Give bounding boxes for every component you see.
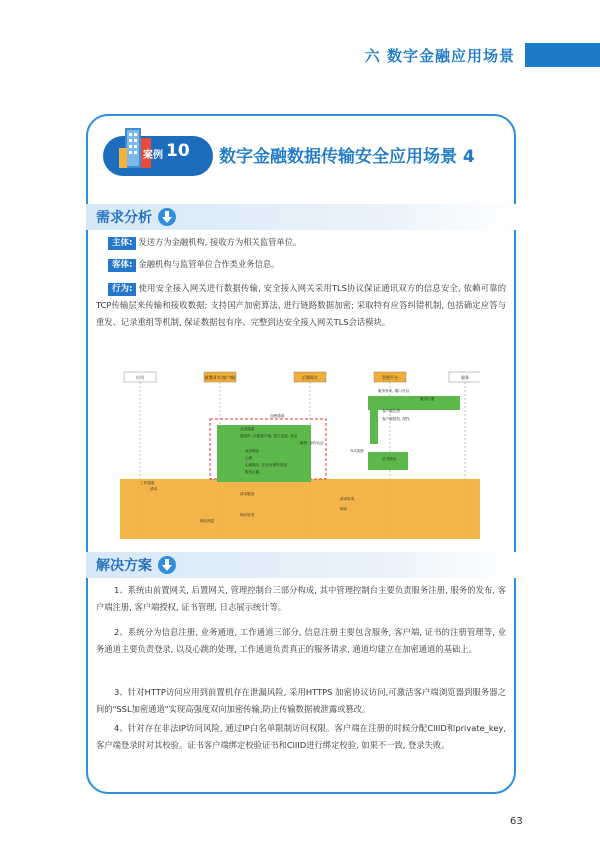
message-label: 服务注册 <box>420 397 435 401</box>
solution-paragraph-3: 3、针对HTTP访问应用到前置机存在泄漏风险, 采用HTTPS 加密协议访问,可激活客户端浏览器到服务器之间的"SSL加密通道"实现高强度双向加密传输,防止传输数据被泄露或篡改。 <box>96 687 506 714</box>
message-label: 请求 <box>150 487 158 491</box>
message-label: 工作通道 <box>140 481 155 485</box>
message-label: 响应转发 <box>240 513 255 517</box>
message-label: 登录响应 <box>245 449 260 453</box>
arrow-down-icon <box>158 208 176 226</box>
chapter-title: 六 数字金融应用场景 <box>364 46 515 65</box>
message-label: 响应 <box>340 507 348 511</box>
action-tag: 行为: <box>108 283 136 296</box>
client-register-bar <box>370 404 378 444</box>
needs-action <box>96 280 506 331</box>
chapter-bar <box>525 43 600 67</box>
message-label: 请求服务 <box>240 492 255 496</box>
participant-label: 前置网关(客户端) <box>204 375 236 380</box>
message-label: 请求转发 <box>340 497 355 501</box>
message-label: 客户端授权, 授权 <box>382 417 410 421</box>
case-header <box>103 128 501 186</box>
message-label: 心跳响应, 在后台保持连接 <box>245 463 287 467</box>
object-text: 金融机构与监管单位合作类业务信息。 <box>138 259 280 269</box>
sequence-diagram <box>120 370 480 540</box>
message-label: TLS加密 <box>350 449 364 453</box>
message-label: 服务发布, 端口开启 <box>378 389 410 393</box>
needs-section-header <box>86 204 516 230</box>
message-label: 解密, 身份认证 <box>300 441 324 445</box>
case-label: 案例 <box>143 150 163 161</box>
chapter-header <box>365 40 600 70</box>
message-label: 客户端注册 <box>382 409 400 413</box>
needs-subject <box>96 234 506 251</box>
message-label: 通信时, 以便客户端, 建立连接, 登录 <box>240 434 298 438</box>
message-label: 证书校验 <box>382 457 397 461</box>
page-number: 63 <box>510 816 523 827</box>
subject-text: 发送方为金融机构, 接收方为相关监管单位。 <box>138 237 302 247</box>
action-text: 使用安全接入网关进行数据传输, 安全接入网关采用TLS协议保证通讯双方的信息安全, 依赖可靠的TCP传输层来传输和接收数据; 支持国产加密算法, 进行链路数据加密; 采取特有应答纠错机制, 包括确定应答与重发、记录重组等机制, 保证数据包有序、完整到达安全接入网关TLS会话模块。 <box>96 283 506 327</box>
participant-label: 管理平台 <box>382 375 398 380</box>
participant-label: 应用 <box>136 375 144 380</box>
message-label: 服务心跳 <box>245 470 260 474</box>
needs-section-title: 需求分析 <box>96 210 152 226</box>
subject-tag: 主体: <box>108 237 136 250</box>
solution-section-title: 解决方案 <box>96 558 152 574</box>
case-title: 数字金融数据传输安全应用场景 4 <box>219 147 475 167</box>
message-label: 业务通道 <box>240 427 255 431</box>
arrow-down-icon <box>158 556 176 574</box>
solution-paragraph-4: 4、针对存在非法IP访问风险, 通过IP白名单限制访问权限。客户端在注册的时候分配ClIID和private_key, 客户端登录时对其校验。证书客户端绑定校验证书和ClIID进行绑定校验, 如果不一致, 登录失败。 <box>96 723 506 750</box>
message-label: 心跳 <box>245 456 253 460</box>
work-channel-band <box>120 479 480 539</box>
message-label: 响应消息 <box>200 519 215 523</box>
participant-label: 服务 <box>461 375 469 380</box>
participant-label: 后置网关 <box>302 375 318 380</box>
solution-paragraph-1: 1、系统由前置网关, 后置网关, 管理控制台三部分构成, 其中管理控制台主要负责服务注册, 服务的发布, 客户端注册, 客户端授权, 证书管理, 日志展示统计等。 <box>96 585 506 612</box>
message-label: 加密通道 <box>270 414 285 418</box>
object-tag: 客体: <box>108 259 136 272</box>
cert-check-box <box>368 452 408 470</box>
solution-section-header <box>86 552 516 578</box>
service-register-bar <box>368 396 460 410</box>
needs-object <box>96 256 506 273</box>
case-number: 10 <box>166 141 190 161</box>
solution-paragraph-2: 2、系统分为信息注册, 业务通道, 工作通道三部分, 信息注册主要包含服务, 客户端, 证书的注册管理等, 业务通道主要负责登录, 以及心跳的处理, 工作通道负责真正的服务请求, 通道均建立在加密通道的基础上。 <box>96 627 506 654</box>
